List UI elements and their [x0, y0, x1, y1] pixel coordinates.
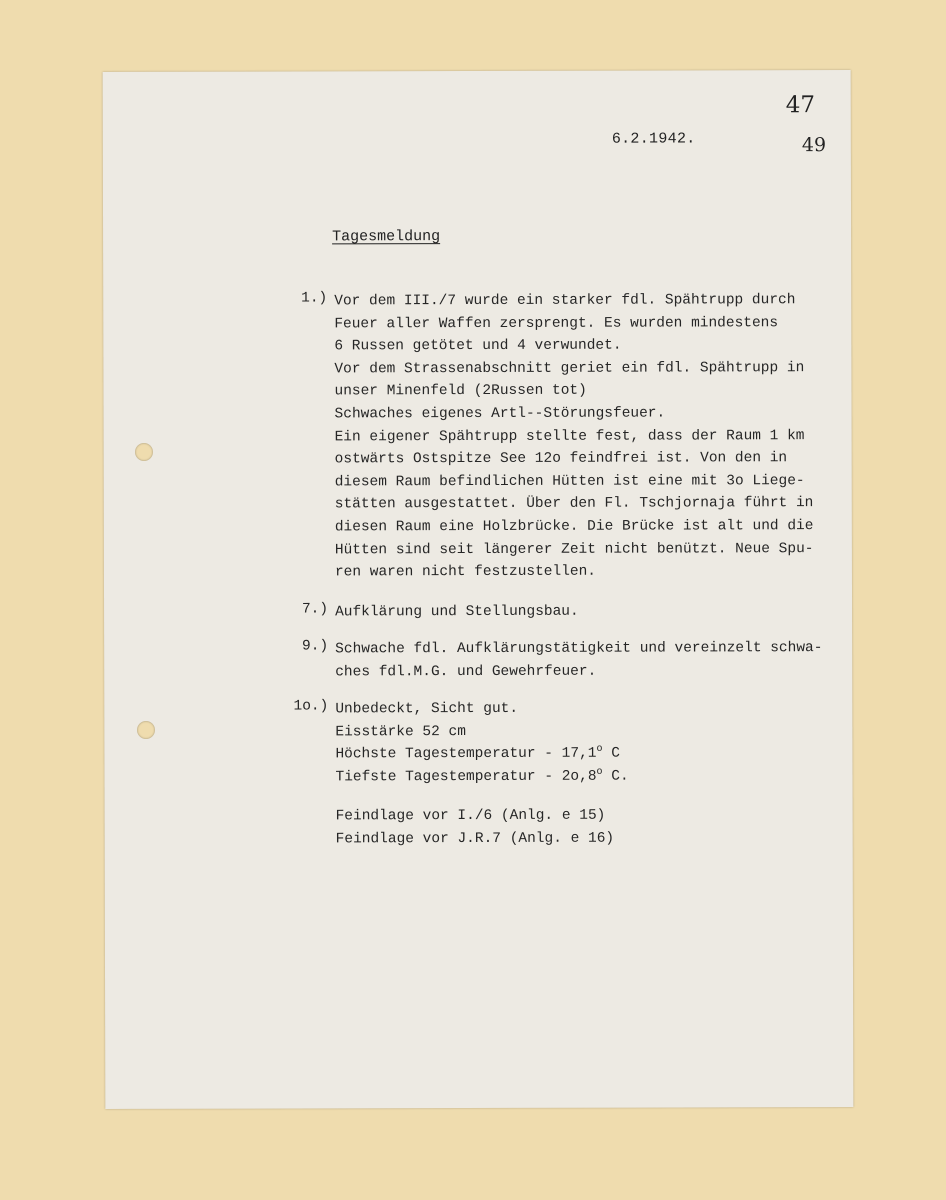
item-number: 1.): [301, 290, 328, 307]
text-line: Eisstärke 52 cm: [335, 723, 466, 740]
text-line: ches fdl.M.G. und Gewehrfeuer.: [335, 663, 597, 680]
text-line: unser Minenfeld (2Russen tot): [334, 383, 587, 400]
item-text: [335, 600, 855, 624]
text-line: Hütten sind seit längerer Zeit nicht benützt. Neue Spu-: [334, 540, 814, 558]
report-item-1: [263, 289, 853, 581]
text-line: Vor dem Strassenabschnitt geriet ein fdl. Spähtrupp in: [334, 359, 805, 378]
text-line: Aufklärung und Stellungsbau.: [335, 603, 579, 621]
item-number: 9.): [302, 638, 329, 655]
text-line: diesen Raum eine Holzbrücke. Die Brücke ist alt und die: [334, 518, 814, 536]
text-line: stätten ausgestattet. Über den Fl. Tschjornaja führt in: [334, 495, 814, 513]
temperature-high: Höchste Tagestemperatur - 17,1$^o$ C: [335, 744, 620, 763]
item-text: [334, 289, 855, 584]
report-item-7: [264, 600, 854, 621]
archive-number-primary: 47: [785, 92, 816, 119]
text-line: Feuer aller Waffen zersprengt. Es wurden mindestens: [334, 314, 779, 332]
enemy-situation-list: [336, 805, 615, 852]
item-number: 1o.): [293, 698, 329, 715]
degree-sign: o: [596, 766, 603, 778]
degree-sign: o: [596, 744, 603, 756]
text-line: Ein eigener Spähtrupp stellte fest, dass der Raum 1 km: [334, 427, 805, 445]
paper-sheet: [103, 70, 854, 1109]
document-title: Tagesmeldung: [332, 228, 441, 246]
text-line: diesem Raum befindlichen Hütten ist eine mit 3o Liege-: [334, 472, 805, 491]
item-text: [335, 697, 855, 789]
punch-hole: [135, 443, 153, 461]
enemy-situation-line: Feindlage vor J.R.7 (Anlg. e 16): [335, 830, 615, 848]
punch-hole: [137, 721, 155, 739]
text-line: Unbedeckt, Sicht gut.: [335, 700, 519, 718]
text-line: ostwärts Ostspitze See 12o feindfrei ist. Von den in: [334, 450, 788, 468]
temperature-low: Tiefste Tagestemperatur - 2o,8$^o$ C.: [335, 766, 629, 786]
text-line: Schwache fdl. Aufklärungstätigkeit und vereinzelt schwa-: [335, 640, 823, 658]
text-line: 6 Russen getötet und 4 verwundet.: [334, 337, 622, 355]
enemy-situation-line: Feindlage vor I./6 (Anlg. e 15): [335, 807, 606, 825]
report-item-9: [264, 637, 854, 680]
text-line: Schwaches eigenes Artl--Störungsfeuer.: [334, 405, 666, 423]
document-date: 6.2.1942.: [611, 130, 696, 148]
item-text: [335, 637, 855, 684]
archive-number-secondary: 49: [801, 134, 827, 157]
item-number: 7.): [301, 601, 329, 618]
text-line: Vor dem III./7 wurde ein starker fdl. Spähtrupp durch: [334, 292, 796, 310]
text-line: ren waren nicht festzustellen.: [334, 563, 597, 581]
report-item-10: [264, 697, 854, 786]
